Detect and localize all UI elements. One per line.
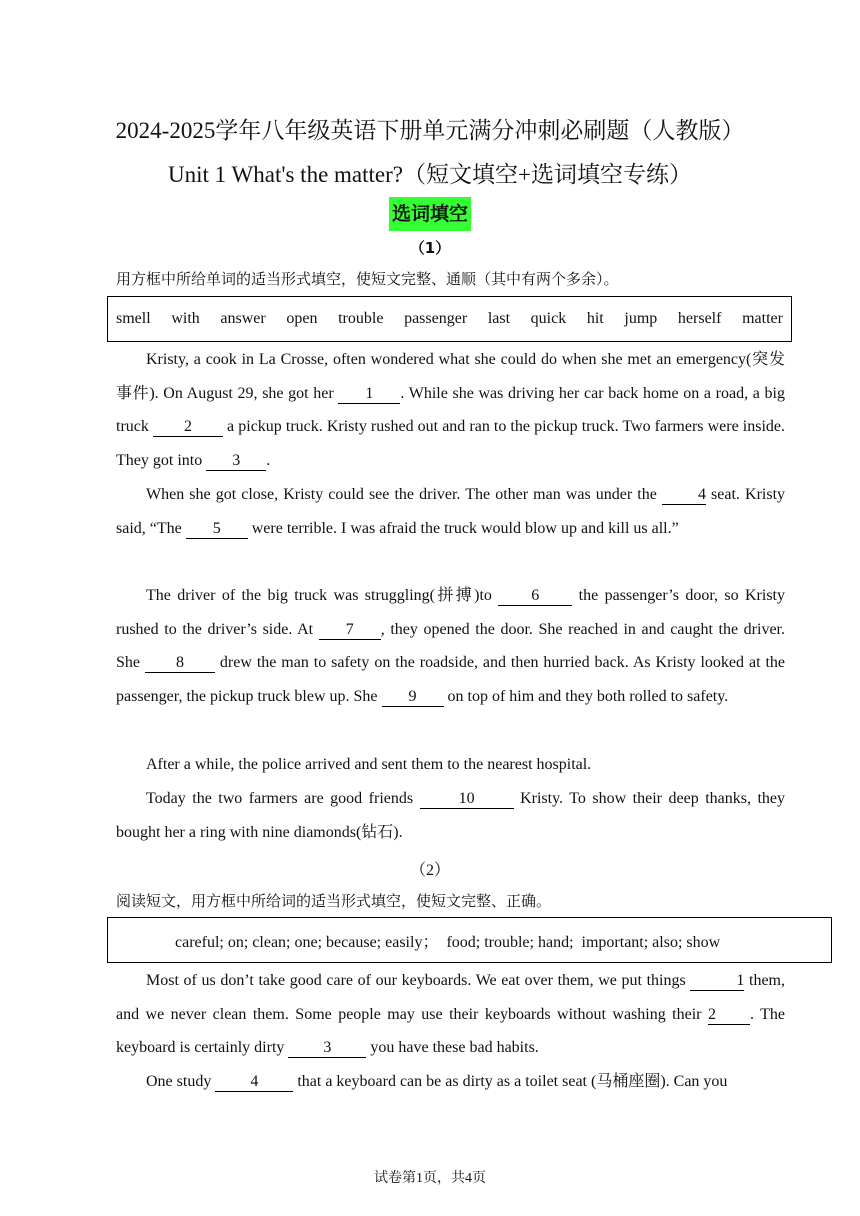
part2-instruction: 阅读短文，用方框中所给词的适当形式填空，使短文完整、正确。 [116, 892, 552, 910]
word-box-item: quick [530, 310, 567, 327]
part1-paragraph-5: Today the two farmers are good friends 10 Kristy. To show their deep thanks, they bought her a ring with nine diamonds(钻石). [116, 790, 786, 841]
blank-4[interactable]: 4 [662, 486, 706, 505]
blank-1[interactable]: 1 [338, 385, 400, 404]
blank-3[interactable]: 3 [206, 452, 266, 471]
blank-2[interactable]: 2 [153, 418, 223, 437]
word-box-item: trouble [338, 310, 384, 327]
blank-7[interactable]: 7 [319, 621, 381, 640]
part1-paragraph-2: When she got close, Kristy could see the driver. The other man was under the 4 seat. Kristy said, “The 5 were terrible. I was afraid the truck would blow up and kill us all.” [116, 486, 786, 537]
word-box-item: answer [220, 310, 266, 327]
word-box-item: hit [586, 310, 604, 327]
blank-5[interactable]: 5 [186, 520, 248, 539]
blank-9[interactable]: 9 [382, 688, 444, 707]
word-box-item: with [171, 310, 200, 327]
word-box-item: passenger [404, 310, 468, 327]
title-line-2: Unit 1 What's the matter?（短文填空+选词填空专练） [168, 162, 692, 187]
word-box-item: herself [677, 310, 722, 327]
word-box-item: jump [624, 310, 658, 327]
word-box-item: last [487, 310, 511, 327]
part1-number: （1） [409, 239, 451, 257]
page-footer: 试卷第1页，共4页 [374, 1171, 486, 1186]
blank-8[interactable]: 8 [145, 654, 215, 673]
section-title: 选词填空 [389, 197, 471, 231]
title-line-1: 2024-2025学年八年级英语下册单元满分冲刺必刷题（人教版） [115, 118, 745, 143]
word-box-2-text: careful; on; clean; one; because; easily； food; trouble; hand; important; also; show [175, 933, 721, 951]
part1-instruction: 用方框中所给单词的适当形式填空，使短文完整、通顺（其中有两个多余）。 [116, 270, 619, 288]
word-box-1 [107, 296, 792, 342]
word-box-item: matter [742, 310, 783, 327]
word-box-2 [107, 917, 832, 963]
word-box-item: smell [116, 310, 151, 327]
blank-p2-4[interactable]: 4 [215, 1073, 293, 1092]
blank-p2-3[interactable]: 3 [288, 1039, 366, 1058]
word-box-item: open [286, 310, 318, 327]
blank-p2-2[interactable]: 2 [708, 1006, 750, 1025]
part2-paragraph-2: One study 4 that a keyboard can be as dirty as a toilet seat (马桶座圈). Can you [146, 1073, 728, 1090]
part2-paragraph-1: Most of us don’t take good care of our keyboards. We eat over them, we put things 1 them, and we never clean them. Some people may use their keyboards without washing their 2 . The keyboard is certainly dirty 3 you have these bad habits. [116, 972, 785, 1057]
part2-number: （2） [409, 862, 450, 879]
part1-paragraph-4: After a while, the police arrived and sent them to the nearest hospital. [146, 756, 592, 773]
blank-6[interactable]: 6 [498, 587, 572, 606]
blank-p2-1[interactable]: 1 [690, 972, 744, 991]
part1-paragraph-3: The driver of the big truck was struggling(拼搏)to 6 the passenger’s door, so Kristy rushed to the driver’s side. At 7 , they opened the door. She reached in and caught the driver. She 8 drew the man to safety on the roadside, and then hurried back. As Kristy looked at the passenger, the pickup truck blew up. She 9 on top of him and they both rolled to safety. [116, 587, 786, 706]
section-heading [0, 197, 860, 231]
blank-10[interactable]: 10 [420, 790, 514, 809]
part1-paragraph-1: Kristy, a cook in La Crosse, often wondered what she could do when she met an emergency(突发事件). On August 29, she got her 1 . While she was driving her car back home on a road, a big truck 2 a pickup truck. Kristy rushed out and ran to the pickup truck. Two farmers were inside. They got into 3 . [116, 351, 786, 470]
